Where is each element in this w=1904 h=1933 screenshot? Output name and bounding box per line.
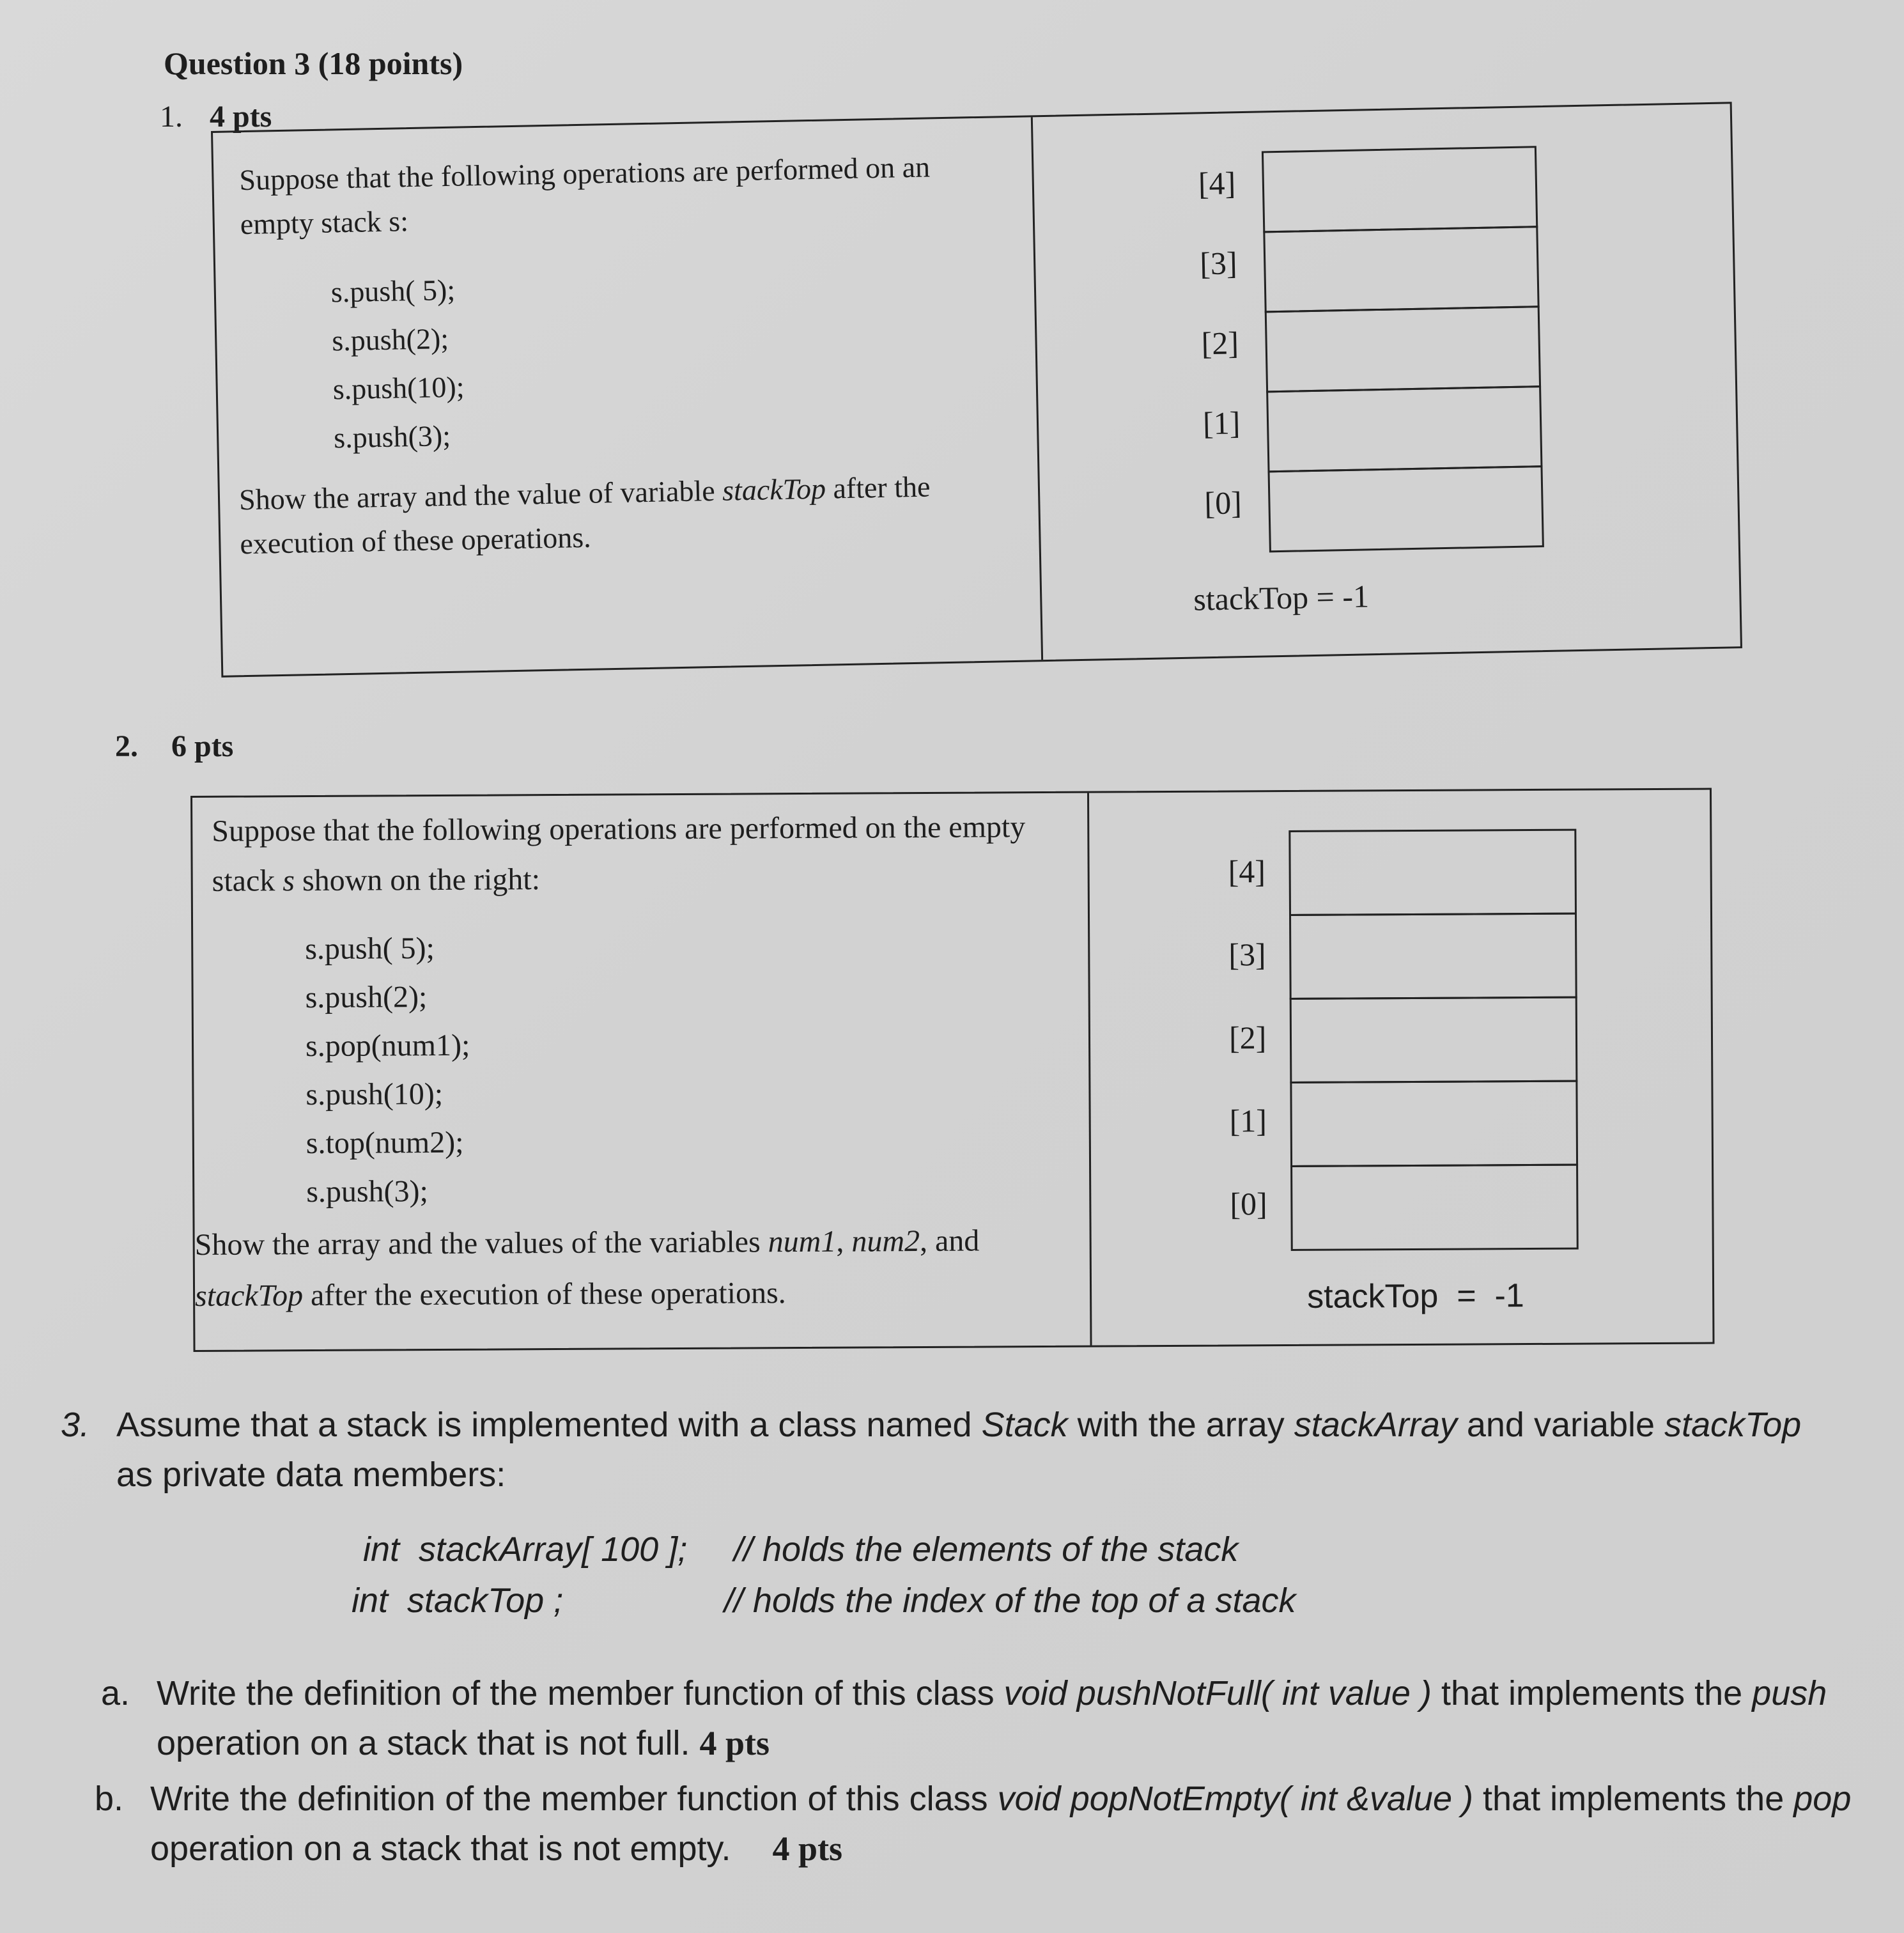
part1-cell-0[interactable] [1268,465,1544,552]
part3-intro: Assume that a stack is implemented with a class named Stack with the array stackArray and variable stackTop as private data members: [116,1406,1802,1494]
part2-cell-1[interactable] [1290,1080,1578,1167]
part2-op: s.pop(num1); [305,1028,470,1064]
part1-cell-1[interactable] [1266,385,1542,472]
part1-instructions: Show the array and the value of variable stackTop after the execution of these operations. [238,470,931,561]
part1-op: s.push(10); [332,370,465,406]
part1-divider [1031,117,1043,660]
part2-index-4: [4] [1228,853,1266,890]
part3a-points: 4 pts [699,1724,770,1762]
part2-op: s.push( 5); [305,931,435,966]
part3b-label: b. [95,1780,124,1818]
part1-index-3: [3] [1199,245,1238,282]
part2-index-3: [3] [1228,936,1266,973]
part2-instructions: Show the array and the values of the variables num1, num2, and stackTop after the execution of these operations. [194,1223,980,1313]
question-title: Question 3 (18 points) [164,45,463,81]
part1-stacktop: stackTop = -1 [1193,578,1370,617]
decl-stacktop-comment: // holds the index of the top of a stack [724,1581,1296,1620]
part2-cell-2[interactable] [1290,997,1578,1083]
part2-op: s.top(num2); [306,1125,464,1161]
part3b-points: 4 pts [772,1829,843,1868]
part1-index-1: [1] [1202,405,1241,442]
part2-ops [305,924,471,1216]
part3b-text: Write the definition of the member function of this class void popNotEmpty( int &value ) that implements the pop operation on a stack that is not empty. 4 pts [150,1780,1852,1868]
part1-cell-4[interactable] [1262,146,1538,233]
part3a-label: a. [101,1674,130,1712]
part1-number: 1. [160,100,183,134]
part1-intro: Suppose that the following operations are performed on an empty stack s: [238,150,931,241]
decl-stackarray-comment: // holds the elements of the stack [734,1530,1239,1569]
part3-number: 3. [61,1406,90,1444]
part1-index-2: [2] [1201,325,1239,362]
part2-stacktop: stackTop = -1 [1306,1277,1524,1316]
part1-cell-3[interactable] [1263,226,1539,313]
part3a-text: Write the definition of the member function of this class void pushNotFull( int value ) that implements the push operation on a stack that is not full. 4 pts [157,1674,1827,1762]
part1-points: 4 pts [210,100,272,134]
part1-box [211,102,1742,678]
part2-box [190,788,1715,1352]
part2-op: s.push(10); [306,1076,444,1112]
part2-points: 6 pts [171,729,234,763]
part1-op: s.push( 5); [330,273,456,309]
part1-index-4: [4] [1198,165,1236,202]
part2-cell-0[interactable] [1290,1164,1579,1251]
part1-op: s.push(3); [333,419,451,454]
part1-op: s.push(2); [331,322,449,357]
part2-op: s.push(2); [305,980,428,1015]
part2-index-2: [2] [1228,1020,1267,1056]
part2-index-0: [0] [1230,1186,1267,1222]
part1-ops [330,265,466,462]
part2-op: s.push(3); [306,1174,429,1209]
part2-index-1: [1] [1229,1103,1267,1139]
part1-cell-2[interactable] [1265,306,1541,392]
part1-index-0: [0] [1204,485,1242,522]
part2-divider [1087,793,1092,1346]
part2-cell-3[interactable] [1289,913,1577,1000]
decl-stacktop: int stackTop ; [352,1581,564,1620]
part2-number: 2. [115,729,138,763]
decl-stackarray: int stackArray[ 100 ]; [363,1530,688,1569]
part2-intro: Suppose that the following operations are performed on the empty stack s shown on the right: [212,810,1026,898]
part2-cell-4[interactable] [1289,829,1577,916]
